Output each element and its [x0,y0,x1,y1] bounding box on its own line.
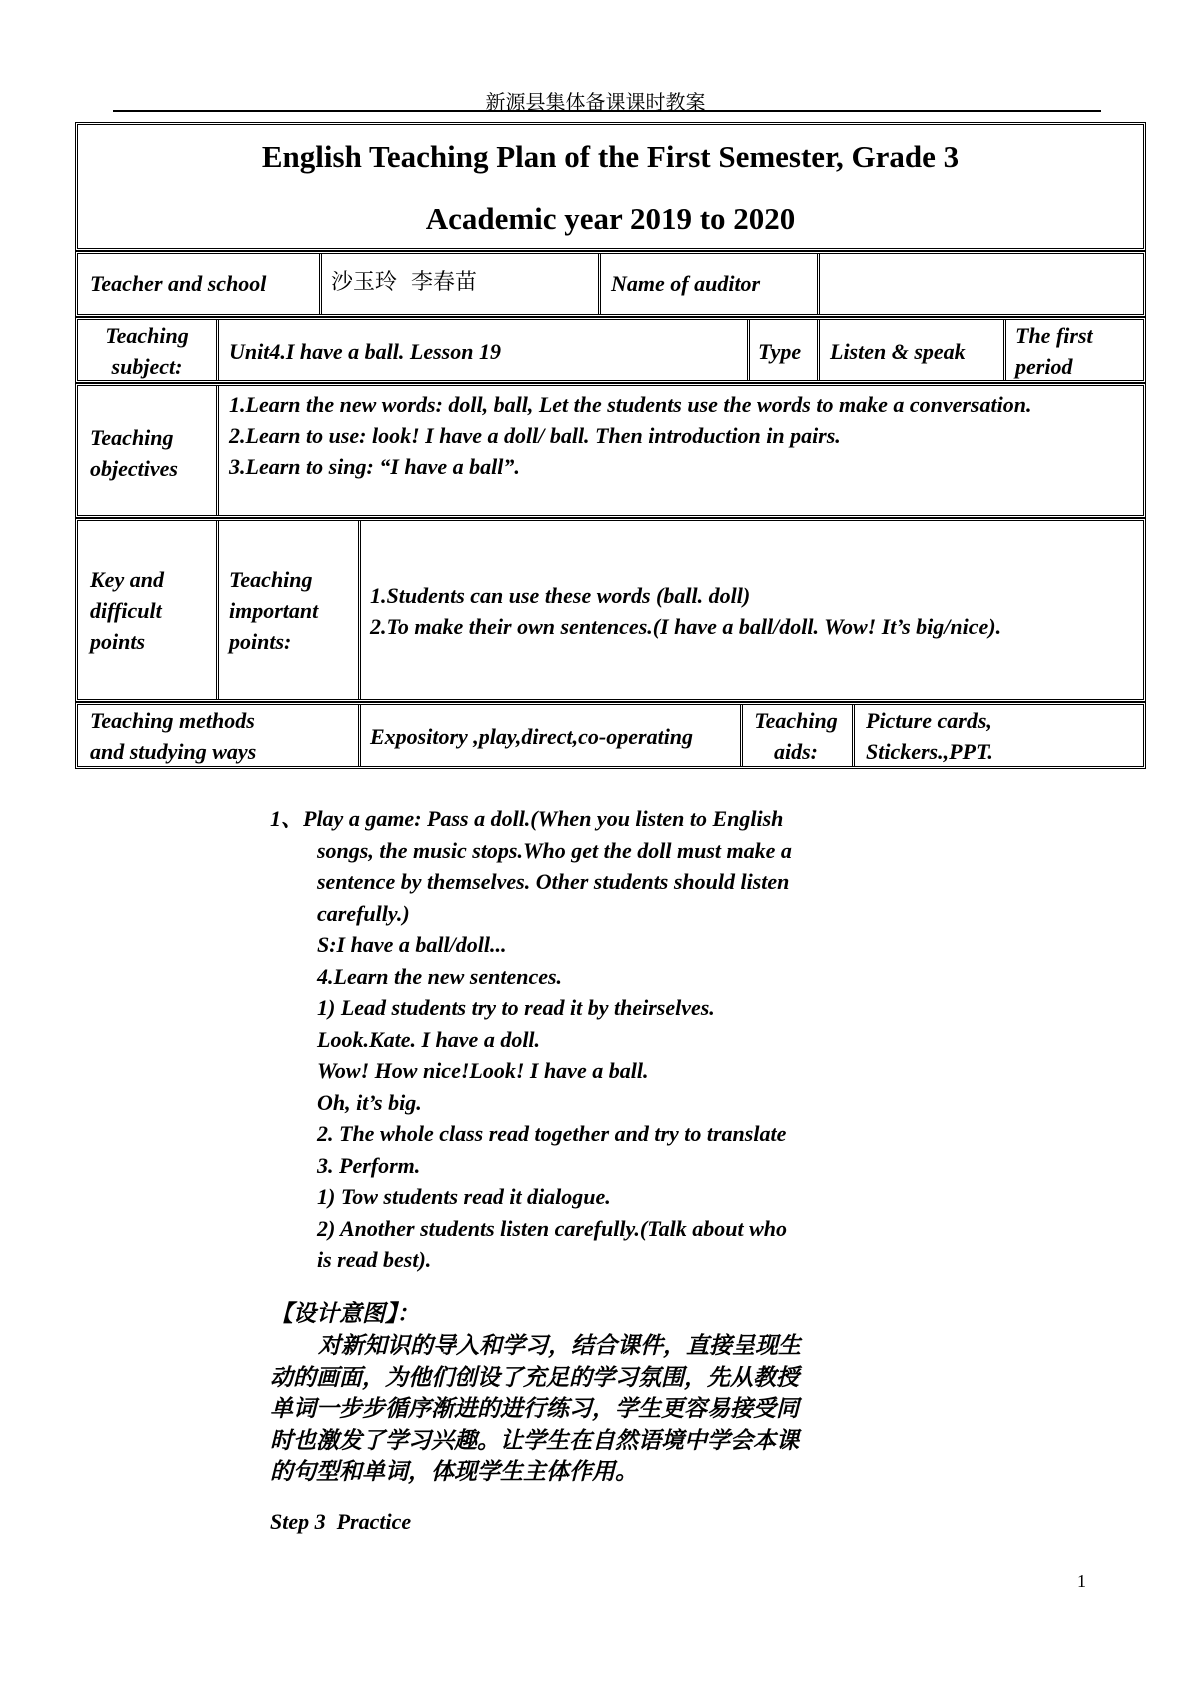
subject-label-2: subject: [111,354,183,379]
title-box [75,122,1146,251]
teacher-label: Teacher and school [90,271,267,296]
activity-line: 3. Perform. [317,1152,421,1178]
row-objectives [75,383,1146,518]
objective-item: 1.Learn the new words: doll, ball, Let the students use the words to make a conversation. [229,392,1032,417]
objective-item: 3.Learn to sing: “I have a ball”. [229,454,520,479]
activity-text [270,803,792,1276]
header-rule [113,110,1101,112]
design-line: 动的画面，为他们创设了充足的学习氛围，先从教授 [270,1364,799,1391]
objectives-label-1: Teaching [90,425,174,450]
activity-line: Look.Kate. I have a doll. [317,1026,541,1052]
key-label-2: difficult [90,598,162,623]
plan-title: English Teaching Plan of the First Semester, Grade 3 [261,139,960,174]
methods-label-1: Teaching methods [90,708,255,733]
activity-first-line: 1、Play a game: Pass a doll.(When you listen to English [270,806,784,831]
design-line: 时也激发了学习兴趣。让学生在自然语境中学会本课 [270,1427,799,1454]
activity-line: Oh, it’s big. [317,1089,422,1115]
activity-line: sentence by themselves. Other students should listen [317,869,790,894]
activity-line: 2) Another students listen carefully.(Talk about who [317,1215,788,1241]
subject-value: Unit4.I have a ball. Lesson 19 [229,339,501,364]
row-key-points [75,518,1146,702]
page-header: 新源县集体备课课时教案 [485,90,706,114]
methods-label-2: and studying ways [90,739,257,764]
design-line: 单词一步步循序渐进的进行练习，学生更容易接受同 [270,1396,799,1422]
activity-line: 1) Lead students try to read it by theirselves. [317,995,715,1020]
methods-value: Expository ,play,direct,co-operating [370,724,694,749]
key-point-item: 2.To make their own sentences.(I have a ball/doll. Wow! It’s big/nice). [370,614,1002,639]
objectives-label-2: objectives [90,456,178,481]
activity-line: is read best). [317,1247,432,1272]
page-number: 1 [1077,1571,1086,1591]
type-value: Listen & speak [830,339,966,364]
period-line-1: The first [1015,323,1093,348]
key-label-3: points [90,629,146,654]
aids-label-1: Teaching [754,708,838,733]
row-subject [75,317,1146,383]
activity-line: 2. The whole class read together and try to translate [317,1121,787,1146]
type-label: Type [758,339,802,364]
row-teacher [75,251,1146,317]
aids-value-1: Picture cards, [866,708,992,733]
row-methods [75,702,1146,769]
auditor-label: Name of auditor [611,271,761,296]
key-point-item: 1.Students can use these words (ball. doll) [370,583,751,608]
activity-line: 4.Learn the new sentences. [317,963,563,989]
design-line: 对新知识的导入和学习，结合课件，直接呈现生 [318,1333,801,1359]
teacher-value: 沙玉玲 李春苗 [331,270,477,295]
aids-label-2: aids: [774,739,818,764]
design-text [270,1331,845,1489]
design-heading: 【设计意图】： [270,1301,420,1327]
design-line: 的句型和单词，体现学生主体作用。 [270,1459,638,1485]
key-label-1: Key and [90,567,164,592]
subject-label-1: Teaching [105,323,189,348]
objective-item: 2.Learn to use: look! I have a doll/ ball. Then introduction in pairs. [229,423,841,448]
activity-line: carefully.) [317,900,410,926]
plan-subtitle: Academic year 2019 to 2020 [425,201,796,236]
period-line-2: period [1015,354,1073,379]
activity-line: S:I have a ball/doll... [317,932,507,957]
aids-value-2: Stickers.,PPT. [866,739,993,764]
activity-line: 1) Tow students read it dialogue. [317,1184,611,1209]
step-heading: Step 3 Practice [270,1509,412,1534]
important-label-2: important [229,598,319,623]
activity-line: songs, the music stops.Who get the doll must make a [317,837,792,863]
important-label-3: points: [229,629,292,654]
activity-line: Wow! How nice!Look! I have a ball. [317,1058,649,1083]
important-label-1: Teaching [229,567,313,592]
